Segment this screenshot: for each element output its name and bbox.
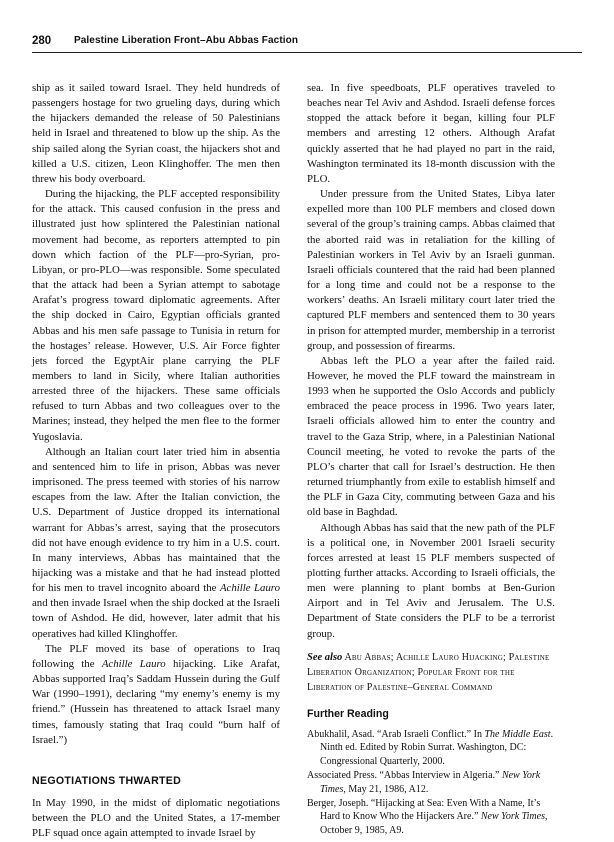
see-also-links: Abu Abbas; Achille Lauro Hijacking; Palestine Liberation Organization; Popular Front for the Liberation of Palestine–General Command [307,651,550,693]
header-rule [32,52,582,53]
paragraph: Although an Italian court later tried him in absentia and sentenced him to life in prison, Abbas was never imprisoned. The press teemed with stories of his narrow escapes from the law. After the Italian conviction, the U.S. Department of Justice dropped its international warrant for Abbas’s arrest, saying that the prosecutors did not have enough evidence to try him in a U.S. court. In many interviews, Abbas has maintained that the hijacking was a mistake and that he had instead plotted for his men to travel incognito aboard the Achille Lauro and then invade Israel when the ship docked at the Israeli town of Ashdod. He did, however, later admit that his operatives had killed Klinghoffer. [32,445,281,640]
paragraph: ship as it sailed toward Israel. They held hundreds of passengers hostage for two grueling days, during which the hijackers demanded the release of 50 Palestinians held in Israel and threatened to blow up the ship. As the ship sailed along the Syrian coast, the hijackers shot and killed a U.S. citizen, Leon Klinghoffer. The men then threw his body overboard. [32,82,280,185]
paragraph: Although Abbas has said that the new path of the PLF is a political one, in November 2001 Israeli security forces arrested at least 15 PLF members suspected of plotting further attacks. According to Israeli officials, the men were planning to plant bombs at Ben-Gurion Airport and in Tel Aviv and Jerusalem. The U.S. Department of State considers the PLF to be a terrorist group. [307,521,555,640]
paragraph: Abbas left the PLO a year after the failed raid. However, he moved the PLF toward the mainstream in 1993 when he supported the Oslo Accords and publicly embraced the peace process in 1996. Two years later, Israeli officials allowed him to enter the country and travel to the Gaza Strip, where, in a Palestinian National Council meeting, he voted to revoke the parts of the PLO’s charter that call for Israel’s destruction. He then returned triumphantly from exile to establish himself and the PLF in Gaza City, commuting between Gaza and his old base in Baghdad. [307,354,555,519]
running-header [32,26,582,56]
ship-name: Achille Lauro [101,657,166,670]
ship-name: Achille Lauro [219,582,281,595]
section-heading: NEGOTIATIONS THWARTED [32,774,182,787]
see-also [307,650,555,695]
paragraph: During the hijacking, the PLF accepted responsibility for the attack. This caused confusion in the press and illustrated just how splintered the Palestinian national movement had become, as reporters attempted to pin down which faction of the PLF—pro-Syrian, pro-Libyan, or pro-PLO—was responsible. Some speculated that the attack had been a Syrian attempt to sabotage Arafat’s progress toward diplomatic agreements. After the ship docked in Cairo, Egyptian officials granted Abbas and his men safe passage to Tunisia in return for the hostages’ release. However, U.S. Air Force fighter jets forced the EgyptAir plane carrying the PLF members to land in Sicily, where Italian authorities arrested three of the hijackers. These same officials refused to turn Abbas and two colleagues over to the Marines; instead, they helped the men flee to the former Yugoslavia. [32,188,280,443]
reference-item: Berger, Joseph. “Hijacking at Sea: Even With a Name, It’s Hard to Know Who the Hijackers Are.” New York Times, October 9, 1985, A9. [307,797,548,836]
reference-item: Abukhalil, Asad. “Arab Israeli Conflict.” In The Middle East. Ninth ed. Edited by Robin Surrat. Washington, DC: Congressional Quarterly, 2000. [307,728,554,767]
further-reading-heading: Further Reading [307,707,389,720]
paragraph: Under pressure from the United States, Libya later expelled more than 100 PLF members and closed down several of the group’s training camps. Abbas claimed that the aborted raid was in retaliation for the killing of Palestinian workers in Tel Aviv by an Israeli gunman. Israeli officials countered that the raid had been planned for a long time and could not be a response to the workers’ deaths. An Israeli military court later tried the captured PLF members and sentenced them to 30 years in prison for attempted murder, membership in a terrorist group, and possession of firearms. [307,188,555,352]
paragraph: In May 1990, in the midst of diplomatic negotiations between the PLO and the United States, a 17-member PLF squad once again attempted to invade Israel by [32,797,280,840]
page-number: 280 [32,35,52,47]
running-title: Palestine Liberation Front–Abu Abbas Faction [74,35,299,46]
reference-item: Associated Press. “Abbas Interview in Algeria.” New York Times, May 21, 1986, A12. [307,770,541,795]
left-column [32,81,280,842]
right-column [307,81,555,838]
paragraph: The PLF moved its base of operations to Iraq following the Achille Lauro hijacking. Like Arafat, Abbas supported Iraq’s Saddam Hussein during the Gulf War (1990–1991), declaring “my enemy’s enemy is my friend.” (Hussein has threatened to attack Israel many times, famously stating that Iraq could “burn half of Israel.”) [32,642,280,746]
paragraph: sea. In five speedboats, PLF operatives traveled to beaches near Tel Aviv and Ashdod. Israeli defense forces stopped the attack before it began, killing four PLF members and arresting 12 others. Although Arafat quickly asserted that he had played no part in the raid, Washington terminated its 18-month discussion with the PLO. [307,82,555,185]
see-also-label: See also [307,651,343,663]
